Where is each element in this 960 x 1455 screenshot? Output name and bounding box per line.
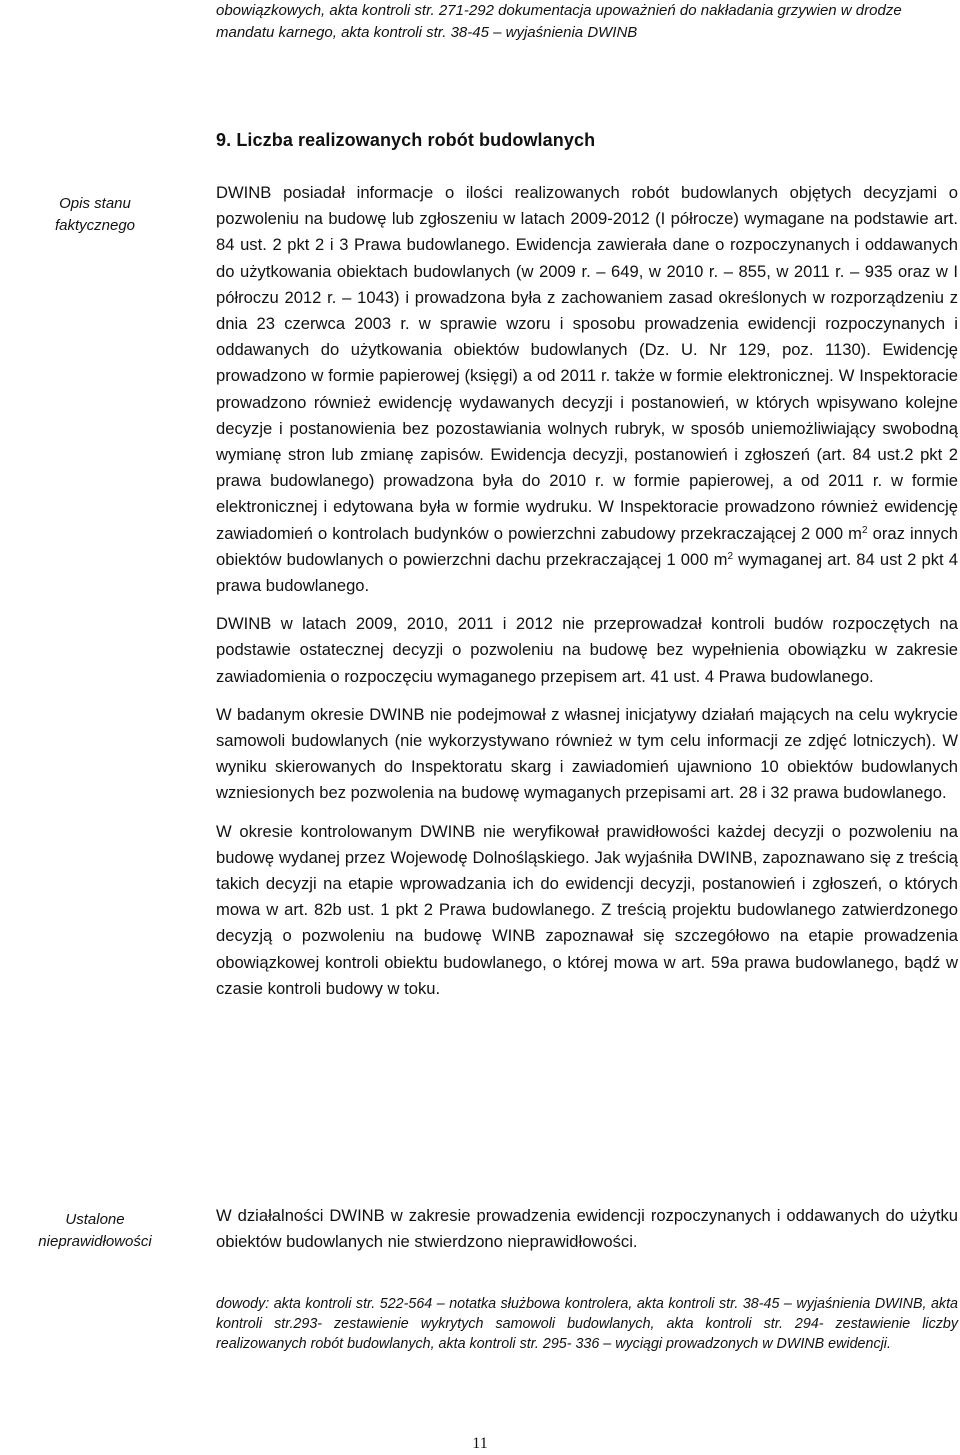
facts-description xyxy=(216,180,958,1002)
superscript: 2 xyxy=(727,550,734,562)
findings-text: W działalności DWINB w zakresie prowadzenia ewidencji rozpoczynanych i oddawanych do użytku obiektów budowlanych nie stwierdzono nieprawidłowości. xyxy=(216,1206,958,1252)
side-label-line: faktycznego xyxy=(54,217,136,234)
paragraph-text: wymaganej art. 84 ust 2 pkt 4 prawa budowlanego. xyxy=(216,549,958,596)
section-title: 9. Liczba realizowanych robót budowlanych xyxy=(216,130,596,150)
paragraph-text: oraz innych obiektów budowlanych o powierzchni dachu przekraczającej 1 000 m xyxy=(216,523,958,569)
side-label-ustalone xyxy=(0,1209,190,1253)
paragraph-records xyxy=(216,180,958,599)
evidence-note: dowody: akta kontroli str. 522-564 – notatka służbowa kontrolera, akta kontroli str. 38-45 – wyjaśnienia DWINB, akta kontroli str.293- zestawienie wykrytych samowoli budowlanych, akta kontroli str. 294- zestawienie liczby realizowanych robót budowlanych, akta kontroli str. 295- 336 – wyciągi prowadzonych w DWINB ewidencji. xyxy=(216,1296,958,1352)
superscript: 2 xyxy=(861,524,868,536)
top-evidence-note: obowiązkowych, akta kontroli str. 271-292 dokumentacja upoważnień do nakładania grzywien w drodze mandatu karnego, akta kontroli str. 38-45 – wyjaśnienia DWINB xyxy=(216,2,902,41)
paragraph-text: DWINB posiadał informacje o ilości realizowanych robót budowlanych objętych decyzjami o pozwoleniu na budowę lub zgłoszeniu w latach 2009-2012 (I półrocze) wymagane na podstawie art. 84 ust. 2 pkt 2 i 3 Prawa budowlanego. Ewidencja zawierała dane o rozpoczynanych i oddawanych do użytkowania obiektach budowlanych (w 2009 r. – 649, w 2010 r. – 855, w 2011 r. – 935 oraz w I półroczu 2012 r. – 1043) i prowadzona była z zachowaniem zasad określonych w rozporządzeniu z dnia 23 czerwca 2003 r. w sprawie wzoru i sposobu prowadzenia ewidencji rozpoczynanych i oddawanych do użytkowania obiektów budowlanych (Dz. U. Nr 129, poz. 1130). Ewidencję prowadzono w formie papierowej (księgi) a od 2011 r. także w formie elektronicznej. W Inspektoracie prowadzono również ewidencję wydawanych decyzji i postanowień, w których wpisywano kolejne decyzje i postanowienia bez pozostawiania wolnych rubryk, w sposób uniemożliwiający swobodną wymianę stron lub zmianę zapisów. Ewidencja decyzji, postanowień i zgłoszeń (art. 84 ust.2 pkt 2 prawa budowlanego) prowadzona była do 2010 r. w formie papierowej, a od 2011 r. w formie elektronicznej i edytowana była w formie wydruku. W Inspektoracie prowadzono również ewidencję zawiadomień o kontrolach budynków o powierzchni zabudowy przekraczającej 2 000 m xyxy=(216,183,958,543)
side-label-opis-stanu xyxy=(0,193,190,237)
side-label-line: nieprawidłowości xyxy=(38,1233,152,1250)
side-label-line: Opis stanu xyxy=(59,195,131,212)
paragraph-inspections: DWINB w latach 2009, 2010, 2011 i 2012 nie przeprowadzał kontroli budów rozpoczętych na podstawie ostatecznej decyzji o pozwoleniu na budowę bez wypełnienia obowiązku w zakresie zawiadomienia o rozpoczęciu wymaganego przepisem art. 41 ust. 4 Prawa budowlanego. xyxy=(216,614,958,686)
paragraph-unauthorized-works: W badanym okresie DWINB nie podejmował z własnej inicjatywy działań mających na celu wykrycie samowoli budowlanych (nie wykorzystywano również w tym celu informacji ze zdjęć lotniczych). W wyniku skierowanych do Inspektoratu skarg i zawiadomień ujawniono 10 obiektów budowlanych wzniesionych bez pozwolenia na budowę wymaganych przepisami art. 28 i 32 prawa budowlanego. xyxy=(216,704,958,803)
page-number: 11 xyxy=(472,1435,488,1452)
side-label-line: Ustalone xyxy=(65,1211,125,1228)
paragraph-permit-verification: W okresie kontrolowanym DWINB nie weryfikował prawidłowości każdej decyzji o pozwoleniu na budowę wydanej przez Wojewodę Dolnośląskiego. Jak wyjaśniła DWINB, zapoznawano się z treścią takich decyzji na etapie wprowadzania ich do ewidencji decyzji, postanowień i zgłoszeń, o których mowa w art. 82b ust. 1 pkt 2 Prawa budowlanego. Z treścią projektu budowlanego zatwierdzonego decyzją o pozwoleniu na budowę WINB zapoznawał się szczegółowo na etapie prowadzenia obowiązkowej kontroli obiektu budowlanego, o której mowa w art. 59a prawa budowlanego, bądź w czasie kontroli budowy w toku. xyxy=(216,821,958,998)
